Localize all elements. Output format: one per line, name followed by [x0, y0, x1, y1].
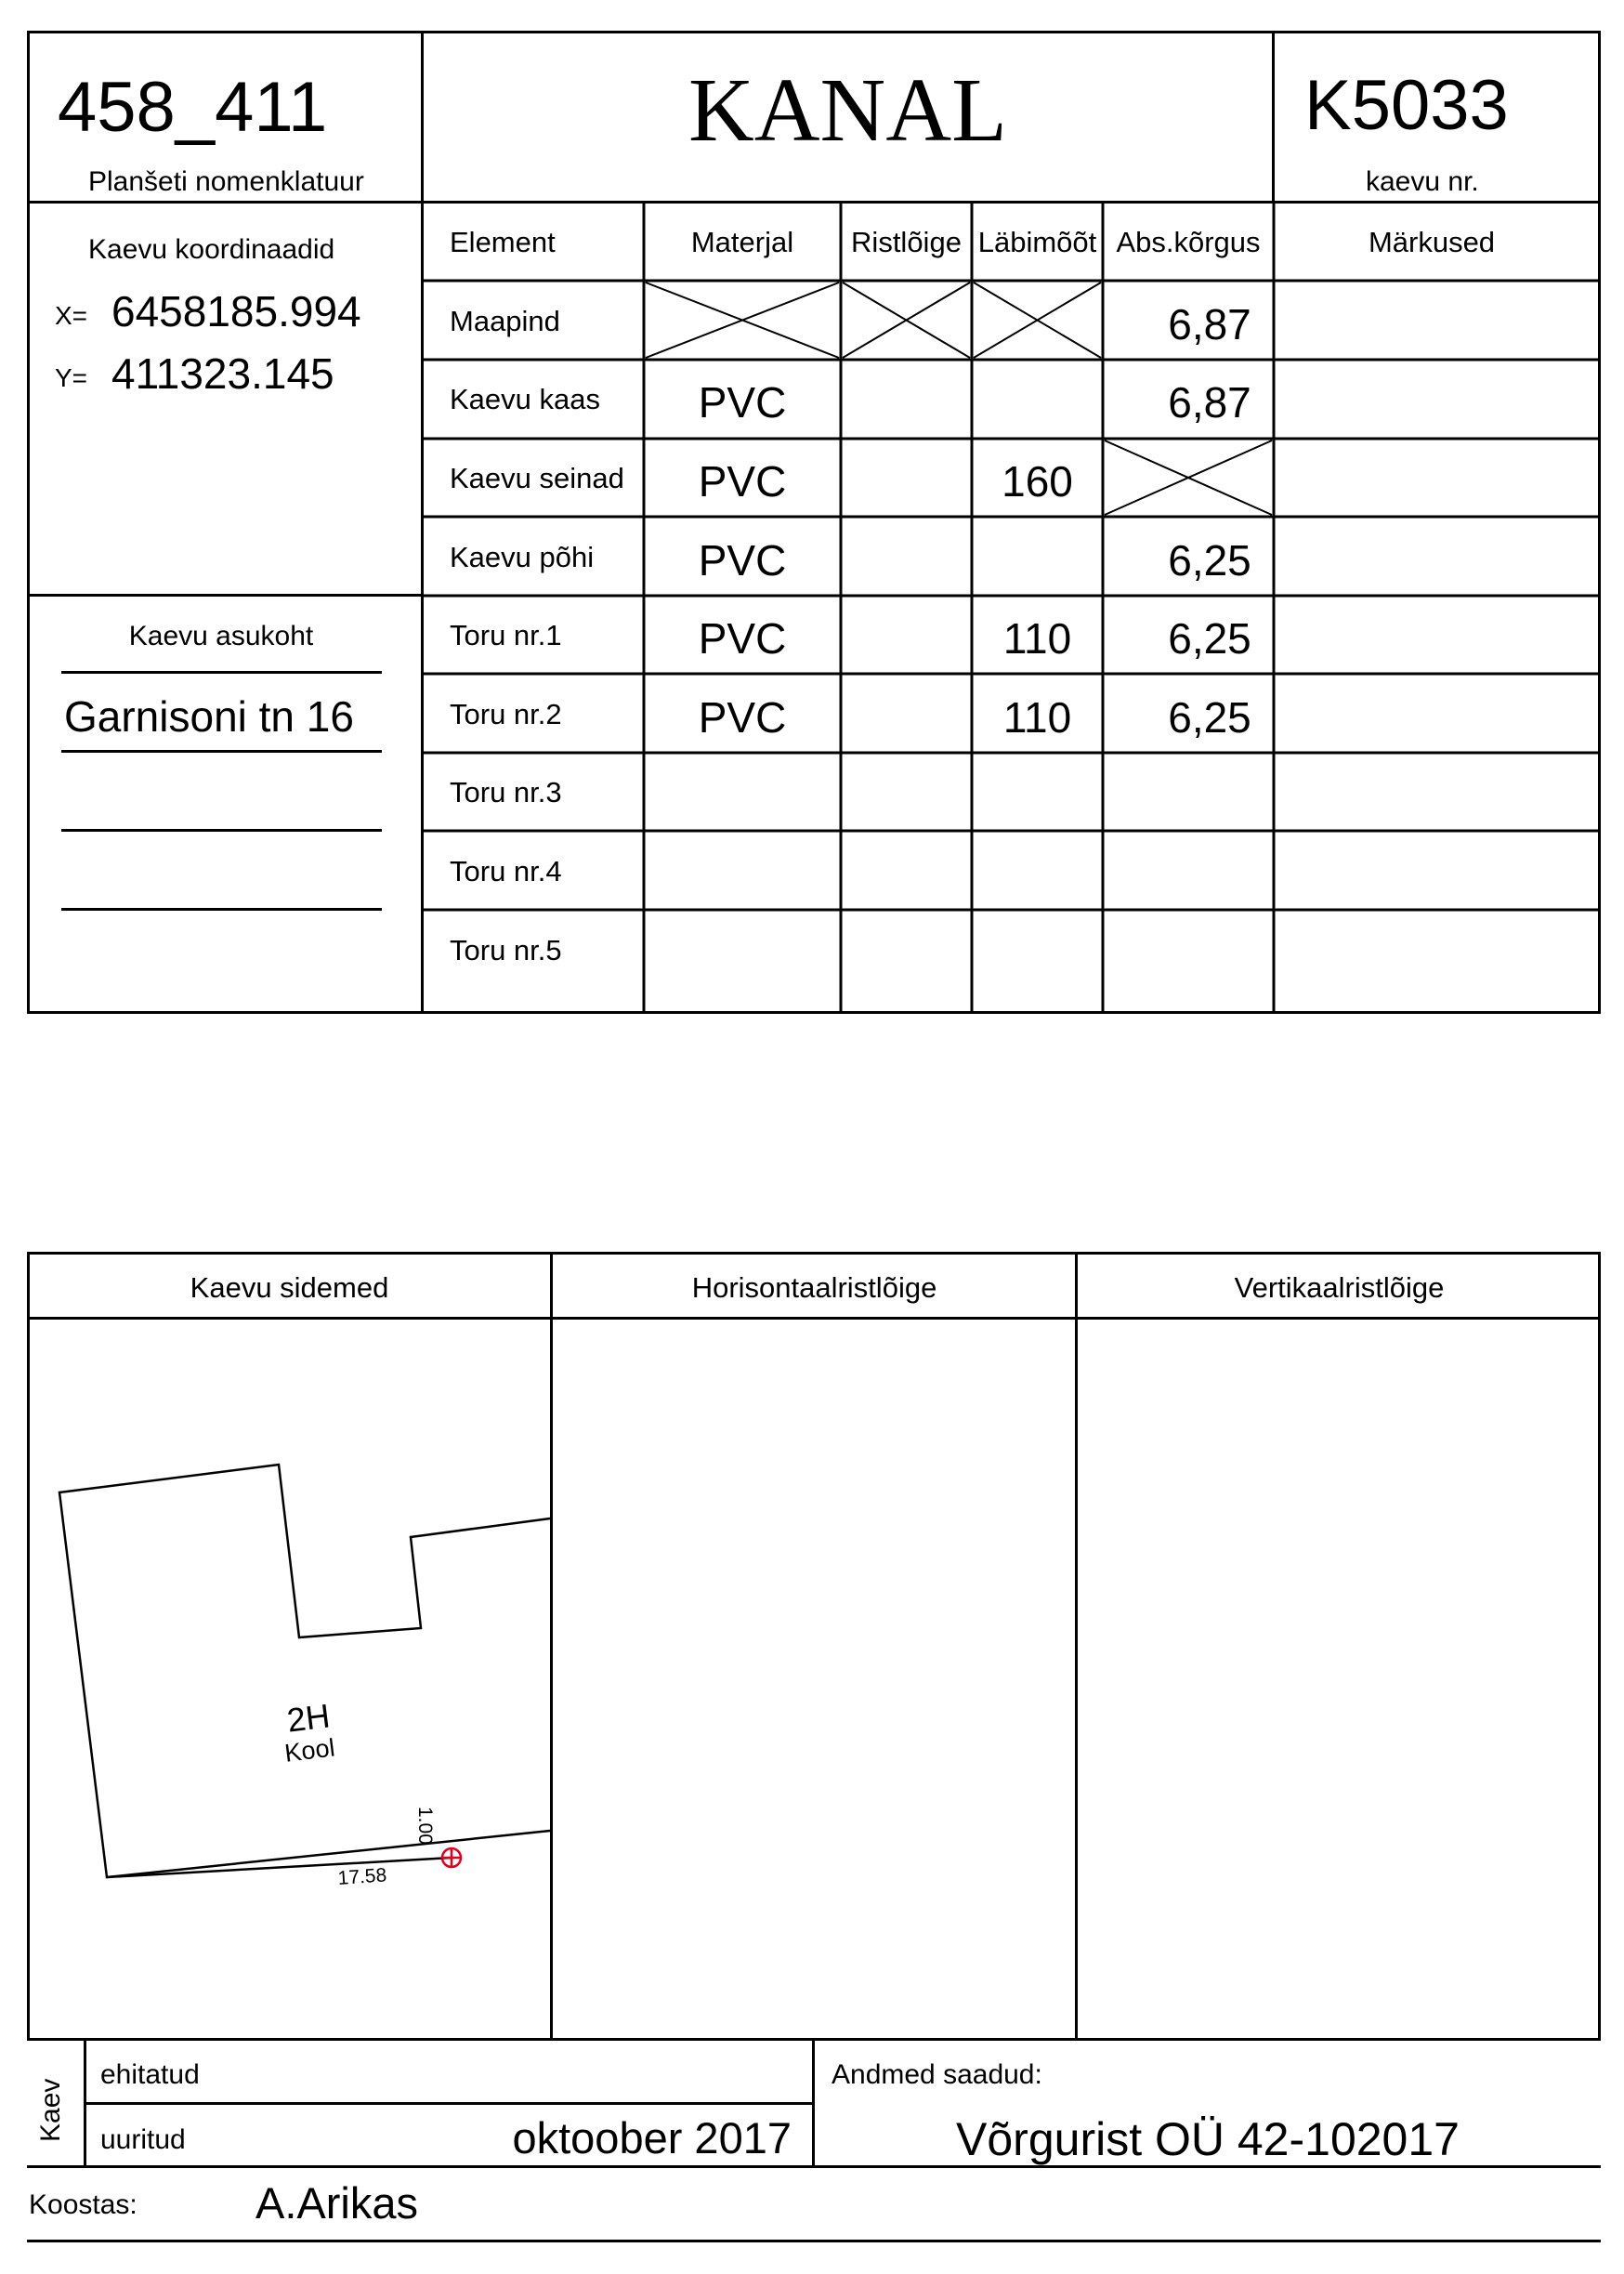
built-label: ehitatud — [100, 2059, 200, 2090]
building-number: 2H — [284, 1696, 333, 1740]
row-diameter: 110 — [1002, 693, 1072, 742]
row-material: PVC — [698, 457, 787, 506]
row-diameter: 160 — [1002, 457, 1073, 506]
row-element: Toru nr.4 — [450, 855, 562, 887]
y-value: 411323.145 — [111, 349, 334, 398]
row-element: Maapind — [450, 305, 560, 337]
location-sketch — [27, 1320, 552, 2040]
header-notes: Märkused — [1368, 226, 1496, 258]
footer-bottom-line — [27, 2165, 1601, 2168]
row-height: 6,87 — [1168, 378, 1251, 427]
location-label: Kaevu asukoht — [128, 621, 314, 651]
row-material: PVC — [698, 693, 787, 742]
source-label: Andmed saadud: — [832, 2059, 1042, 2090]
element-table-grid — [0, 0, 1624, 1022]
section-divider-2 — [1075, 1252, 1078, 2040]
building-name: Kool — [282, 1733, 337, 1768]
page-title: KANAL — [688, 60, 1007, 161]
section-title-links: Kaevu sidemed — [190, 1271, 389, 1304]
surveyed-date: oktoober 2017 — [512, 2113, 792, 2162]
row-element: Toru nr.3 — [450, 776, 562, 808]
header-material: Materjal — [690, 226, 794, 258]
y-prefix: Y= — [55, 363, 88, 392]
header-cross-section: Ristlõige — [851, 226, 962, 258]
author-label: Koostas: — [29, 2189, 138, 2220]
x-value: 6458185.994 — [111, 287, 361, 335]
row-element: Toru nr.1 — [450, 619, 562, 651]
surveyed-label: uuritud — [100, 2124, 186, 2155]
author-value: A.Arikas — [255, 2178, 418, 2228]
row-height: 6,25 — [1168, 693, 1251, 742]
section-title-horizontal: Horisontaalristlõige — [691, 1271, 937, 1304]
row-height: 6,87 — [1168, 300, 1251, 348]
footer-row-divider — [84, 2102, 814, 2105]
footer-author-line — [27, 2240, 1601, 2242]
x-prefix: X= — [55, 301, 88, 330]
row-diameter: 110 — [1002, 614, 1072, 663]
header-diameter: Läbimõõt — [977, 226, 1097, 258]
row-material: PVC — [698, 378, 787, 427]
row-element: Kaevu põhi — [450, 541, 595, 573]
well-marker-icon — [442, 1848, 461, 1867]
row-height: 6,25 — [1168, 536, 1251, 585]
row-element: Kaevu kaas — [450, 383, 600, 415]
row-element: Toru nr.2 — [450, 698, 562, 730]
row-height: 6,25 — [1168, 614, 1251, 663]
dimension-short: 1.00 — [414, 1807, 436, 1845]
plan-code: 458_411 — [58, 68, 328, 147]
dimension-long: 17.58 — [336, 1864, 387, 1889]
source-value: Võrgurist OÜ 42-102017 — [956, 2113, 1460, 2165]
header-element: Element — [450, 226, 556, 258]
row-material: PVC — [698, 614, 787, 663]
coordinates-label: Kaevu koordinaadid — [88, 234, 335, 265]
location-address: Garnisoni tn 16 — [64, 692, 354, 741]
header-abs-height: Abs.kõrgus — [1116, 226, 1261, 258]
plan-label: Planšeti nomenklatuur — [88, 166, 364, 197]
row-element: Toru nr.5 — [450, 934, 562, 966]
kaev-label: Kaev — [35, 2078, 66, 2142]
row-material: PVC — [698, 536, 787, 585]
section-title-vertical: Vertikaalristlõige — [1234, 1271, 1445, 1304]
well-label: kaevu nr. — [1366, 166, 1479, 197]
well-code: K5033 — [1304, 66, 1509, 145]
row-element: Kaevu seinad — [450, 462, 624, 494]
